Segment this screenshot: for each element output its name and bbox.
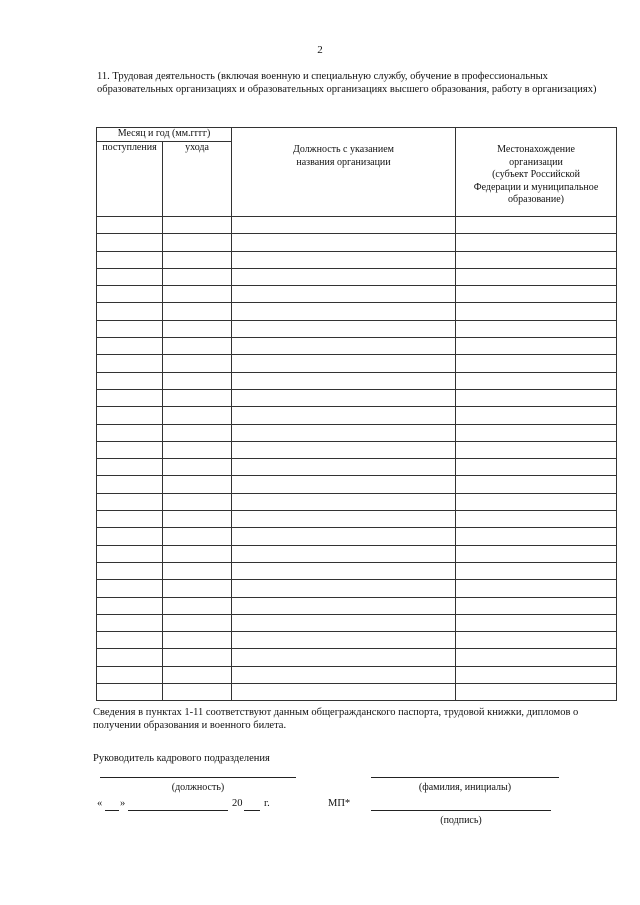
start-date-cell[interactable] [97,355,163,372]
end-date-cell[interactable] [163,286,232,303]
signature-line[interactable] [371,810,551,811]
position-cell[interactable] [232,580,456,597]
location-cell[interactable] [456,493,617,510]
end-date-cell[interactable] [163,545,232,562]
position-cell[interactable] [232,441,456,458]
end-date-cell[interactable] [163,389,232,406]
table-row [97,355,617,372]
header-position-line-1: Должность с указанием [293,144,395,155]
header-month-year: Месяц и год (мм.гггг) [97,128,232,142]
start-date-cell[interactable] [97,372,163,389]
table-row [97,597,617,614]
end-date-cell[interactable] [163,303,232,320]
table-row [97,476,617,493]
table-row [97,666,617,683]
position-caption: (должность) [171,782,225,793]
location-cell[interactable] [456,320,617,337]
table-row [97,268,617,285]
position-cell[interactable] [232,234,456,251]
location-cell[interactable] [456,234,617,251]
table-row [97,303,617,320]
end-date-cell[interactable] [163,268,232,285]
start-date-cell[interactable] [97,217,163,234]
location-cell[interactable] [456,303,617,320]
stamp-label: МП* [328,798,351,809]
start-date-cell[interactable] [97,562,163,579]
header-location-line-3: (субъект Российской [492,169,580,180]
header-start-date: поступления [97,142,163,217]
position-cell[interactable] [232,476,456,493]
location-cell[interactable] [456,666,617,683]
header-location-line-1: Местонахождение [497,144,575,155]
start-date-cell[interactable] [97,251,163,268]
position-cell[interactable] [232,597,456,614]
position-cell[interactable] [232,355,456,372]
position-cell[interactable] [232,614,456,631]
end-date-cell[interactable] [163,372,232,389]
location-cell[interactable] [456,389,617,406]
end-date-cell[interactable] [163,424,232,441]
start-date-cell[interactable] [97,303,163,320]
end-date-cell[interactable] [163,441,232,458]
date-year-prefix: 20 [232,798,243,809]
location-cell[interactable] [456,355,617,372]
start-date-cell[interactable] [97,320,163,337]
signature-caption: (подпись) [440,815,482,826]
hr-head-label: Руководитель кадрового подразделения [93,753,270,764]
start-date-cell[interactable] [97,545,163,562]
position-cell[interactable] [232,545,456,562]
location-cell[interactable] [456,459,617,476]
end-date-cell[interactable] [163,338,232,355]
position-cell[interactable] [232,632,456,649]
header-position-line-2: названия организации [296,156,391,168]
position-cell[interactable] [232,320,456,337]
location-cell[interactable] [456,286,617,303]
location-cell[interactable] [456,545,617,562]
location-cell[interactable] [456,268,617,285]
start-date-cell[interactable] [97,338,163,355]
location-cell[interactable] [456,562,617,579]
location-cell[interactable] [456,684,617,701]
end-date-cell[interactable] [163,528,232,545]
position-cell[interactable] [232,303,456,320]
position-cell[interactable] [232,666,456,683]
start-date-cell[interactable] [97,441,163,458]
end-date-cell[interactable] [163,614,232,631]
date-open-quote: « [97,798,103,809]
table-row [97,251,617,268]
end-date-cell[interactable] [163,251,232,268]
table-row [97,684,617,701]
table-row [97,580,617,597]
section-title: 11. Трудовая деятельность (включая военную и специальную службу, обучение в профессиональных образовательных организациях и образовательных организациях высшего образования, работу в организациях) [97,71,597,95]
start-date-cell[interactable] [97,649,163,666]
page-number: 2 [317,44,323,56]
header-position [232,128,456,217]
table-row [97,320,617,337]
start-date-cell[interactable] [97,234,163,251]
start-date-cell[interactable] [97,476,163,493]
date-year-line[interactable] [244,810,260,811]
header-location-line-4: Федерации и муниципальное [473,181,599,193]
position-cell[interactable] [232,562,456,579]
start-date-cell[interactable] [97,389,163,406]
position-cell[interactable] [232,649,456,666]
location-cell[interactable] [456,511,617,528]
name-caption: (фамилия, инициалы) [418,782,512,793]
end-date-cell[interactable] [163,649,232,666]
end-date-cell[interactable] [163,493,232,510]
date-day-line[interactable] [105,810,119,811]
location-cell[interactable] [456,407,617,424]
table-row [97,632,617,649]
position-cell[interactable] [232,424,456,441]
location-cell[interactable] [456,441,617,458]
start-date-cell[interactable] [97,511,163,528]
end-date-cell[interactable] [163,632,232,649]
location-cell[interactable] [456,614,617,631]
table-row [97,614,617,631]
location-cell[interactable] [456,649,617,666]
table-row [97,459,617,476]
location-cell[interactable] [456,217,617,234]
table-row [97,389,617,406]
start-date-cell[interactable] [97,286,163,303]
end-date-cell[interactable] [163,320,232,337]
end-date-cell[interactable] [163,666,232,683]
table-row [97,338,617,355]
location-cell[interactable] [456,528,617,545]
table-row [97,234,617,251]
table-row [97,286,617,303]
table-row [97,528,617,545]
statement-text: Сведения в пунктах 1-11 соответствуют данным общегражданского паспорта, трудовой книжки, дипломов о получении образования и военного билета. [93,707,579,731]
end-date-cell[interactable] [163,597,232,614]
end-date-cell[interactable] [163,476,232,493]
end-date-cell[interactable] [163,459,232,476]
position-cell[interactable] [232,493,456,510]
position-line[interactable] [100,777,296,778]
start-date-cell[interactable] [97,459,163,476]
end-date-cell[interactable] [163,511,232,528]
employment-table [96,127,617,701]
table-row [97,562,617,579]
table-row [97,441,617,458]
end-date-cell[interactable] [163,684,232,701]
table-row [97,545,617,562]
location-cell[interactable] [456,338,617,355]
position-cell[interactable] [232,251,456,268]
end-date-cell[interactable] [163,580,232,597]
position-cell[interactable] [232,372,456,389]
table-row [97,424,617,441]
table-row [97,493,617,510]
position-cell[interactable] [232,459,456,476]
start-date-cell[interactable] [97,614,163,631]
location-cell[interactable] [456,632,617,649]
start-date-cell[interactable] [97,424,163,441]
end-date-cell[interactable] [163,562,232,579]
start-date-cell[interactable] [97,407,163,424]
end-date-cell[interactable] [163,217,232,234]
start-date-cell[interactable] [97,268,163,285]
position-cell[interactable] [232,286,456,303]
position-cell[interactable] [232,511,456,528]
start-date-cell[interactable] [97,493,163,510]
start-date-cell[interactable] [97,666,163,683]
start-date-cell[interactable] [97,528,163,545]
start-date-cell[interactable] [97,580,163,597]
header-location-line-2: организации [509,156,563,168]
position-cell[interactable] [232,528,456,545]
position-cell[interactable] [232,389,456,406]
header-end-date: ухода [163,142,232,217]
position-cell[interactable] [232,684,456,701]
date-close-quote: » [120,798,126,809]
table-row [97,511,617,528]
start-date-cell[interactable] [97,597,163,614]
end-date-cell[interactable] [163,407,232,424]
table-row [97,649,617,666]
end-date-cell[interactable] [163,234,232,251]
table-row [97,372,617,389]
location-cell[interactable] [456,424,617,441]
location-cell[interactable] [456,476,617,493]
position-cell[interactable] [232,407,456,424]
position-cell[interactable] [232,217,456,234]
position-cell[interactable] [232,338,456,355]
header-location [456,128,617,217]
start-date-cell[interactable] [97,684,163,701]
location-cell[interactable] [456,580,617,597]
start-date-cell[interactable] [97,632,163,649]
end-date-cell[interactable] [163,355,232,372]
header-location-line-5: образование) [508,194,564,205]
date-month-line[interactable] [128,810,228,811]
name-line[interactable] [371,777,559,778]
position-cell[interactable] [232,268,456,285]
date-year-suffix: г. [264,798,270,809]
table-row [97,217,617,234]
table-row [97,407,617,424]
location-cell[interactable] [456,597,617,614]
location-cell[interactable] [456,251,617,268]
location-cell[interactable] [456,372,617,389]
